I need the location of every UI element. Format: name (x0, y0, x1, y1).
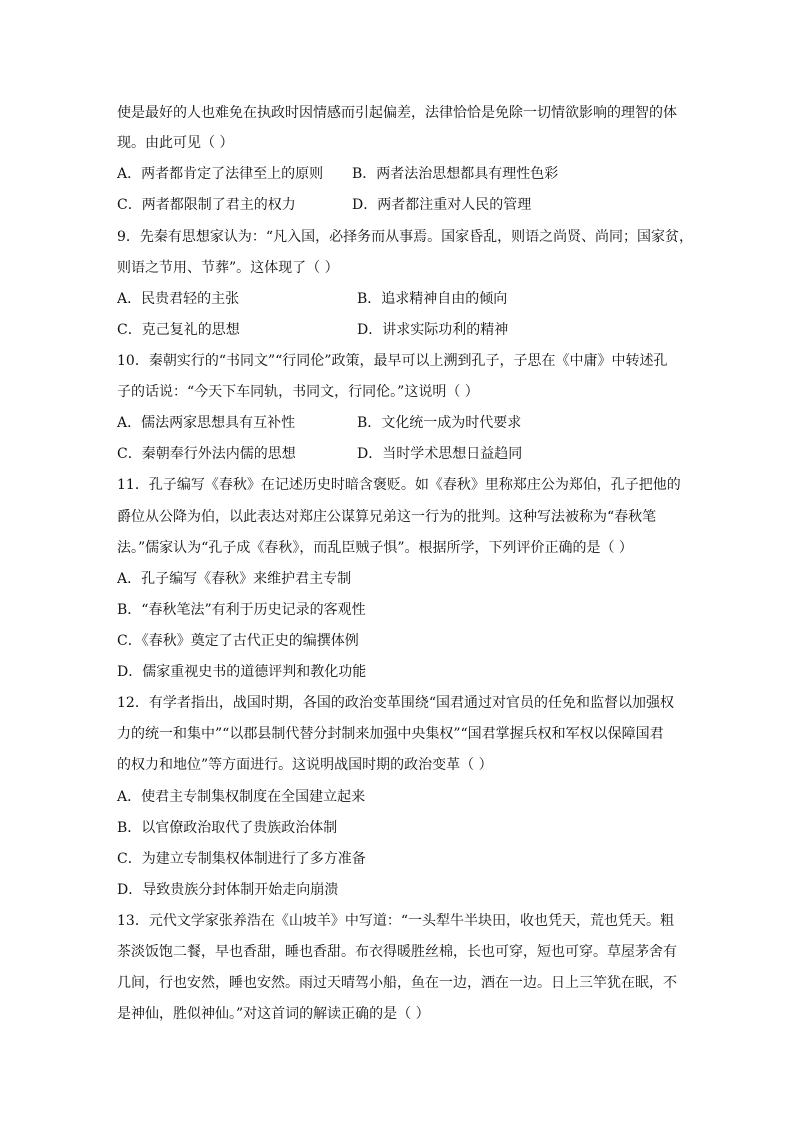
q10-option-c[interactable]: C．秦朝奉行外法内儒的思想 (117, 446, 296, 462)
q9-stem-line-1: 9．先秦有思想家认为：“凡入国，必择务而从事焉。国家昏乱，则语之尚贤、尚同；国家贫， (117, 229, 694, 245)
q12-stem-line-2: 力的统一和集中”“以郡县制代替分封制来加强中央集权”“国君掌握兵权和军权以保障国君 (117, 726, 664, 742)
q11-option-a[interactable]: A．孔子编写《春秋》来维护君主专制 (117, 571, 352, 587)
q12-option-a[interactable]: A．使君主专制集权制度在全国建立起来 (117, 789, 366, 805)
q12-stem-line-1: 12．有学者指出，战国时期，各国的政治变革围绕“国君通过对官员的任免和监督以加强权 (117, 695, 674, 711)
q12-option-b[interactable]: B．以官僚政治取代了贵族政治体制 (117, 820, 338, 836)
q10-stem-line-2: 子的话说：“今天下车同轨，书同文，行同伦。”这说明（ ） (117, 384, 479, 400)
q12-option-d[interactable]: D．导致贵族分封体制开始走向崩溃 (117, 882, 339, 898)
q11-stem-line-2: 爵位从公降为伯，以此表达对郑庄公谋算兄弟这一行为的批判。这种写法被称为“春秋笔 (117, 509, 657, 525)
q8-option-a[interactable]: A．两者都肯定了法律至上的原则 (117, 166, 324, 182)
q9-option-a[interactable]: A．民贵君轻的主张 (117, 291, 240, 307)
q8-stem-line-2: 现。由此可见（ ） (117, 135, 234, 151)
q8-option-b[interactable]: B．两者法治思想都具有理性色彩 (352, 166, 559, 182)
q10-option-d[interactable]: D．当时学术思想日益趋同 (357, 446, 523, 462)
q11-option-c[interactable]: C．《春秋》奠定了古代正史的编撰体例 (117, 633, 359, 649)
q13-stem-line-4: 是神仙，胜似神仙。”对这首词的解读正确的是（ ） (117, 1006, 430, 1022)
q13-stem-line-1: 13．元代文学家张养浩在《山坡羊》中写道：“一头犁牛半块田，收也凭天，荒也凭天。粗 (117, 913, 674, 929)
q11-stem-line-3: 法。”儒家认为“孔子成《春秋》，而乱臣贼子惧”。根据所学，下列评价正确的是（ ） (117, 540, 633, 556)
q10-option-a[interactable]: A．儒法两家思想具有互补性 (117, 415, 296, 431)
q11-option-d[interactable]: D．儒家重视史书的道德评判和教化功能 (117, 664, 367, 680)
q8-stem-line-1: 使是最好的人也难免在执政时因情感而引起偏差，法律恰恰是免除一切情欲影响的理智的体 (117, 105, 677, 121)
q10-option-b[interactable]: B．文化统一成为时代要求 (357, 415, 522, 431)
q9-option-c[interactable]: C．克己复礼的思想 (117, 322, 240, 338)
q11-option-b[interactable]: B．“春秋笔法”有利于历史记录的客观性 (117, 602, 366, 618)
q13-stem-line-2: 茶淡饭饱二餐，早也香甜，睡也香甜。布衣得暖胜丝棉，长也可穿，短也可穿。草屋茅舍有 (117, 944, 677, 960)
q9-stem-line-2: 则语之节用、节葬”。这体现了（ ） (117, 260, 339, 276)
q13-stem-line-3: 几间，行也安然，睡也安然。雨过天晴驾小船，鱼在一边，酒在一边。日上三竿犹在眠，不 (117, 975, 677, 991)
q12-option-c[interactable]: C．为建立专制集权体制进行了多方准备 (117, 851, 366, 867)
q10-stem-line-1: 10．秦朝实行的“书同文”“行同伦”政策，最早可以上溯到孔子，子思在《中庸》中转述孔 (117, 353, 668, 369)
q9-option-b[interactable]: B．追求精神自由的倾向 (357, 291, 508, 307)
q11-stem-line-1: 11．孔子编写《春秋》在记述历史时暗含褒贬。如《春秋》里称郑庄公为郑伯，孔子把他的 (117, 477, 681, 493)
q9-option-d[interactable]: D．讲求实际功利的精神 (357, 322, 509, 338)
q8-option-d[interactable]: D．两者都注重对人民的管理 (352, 197, 532, 213)
q12-stem-line-3: 的权力和地位”等方面进行。这说明战国时期的政治变革（ ） (117, 757, 493, 773)
q8-option-c[interactable]: C．两者都限制了君主的权力 (117, 197, 296, 213)
